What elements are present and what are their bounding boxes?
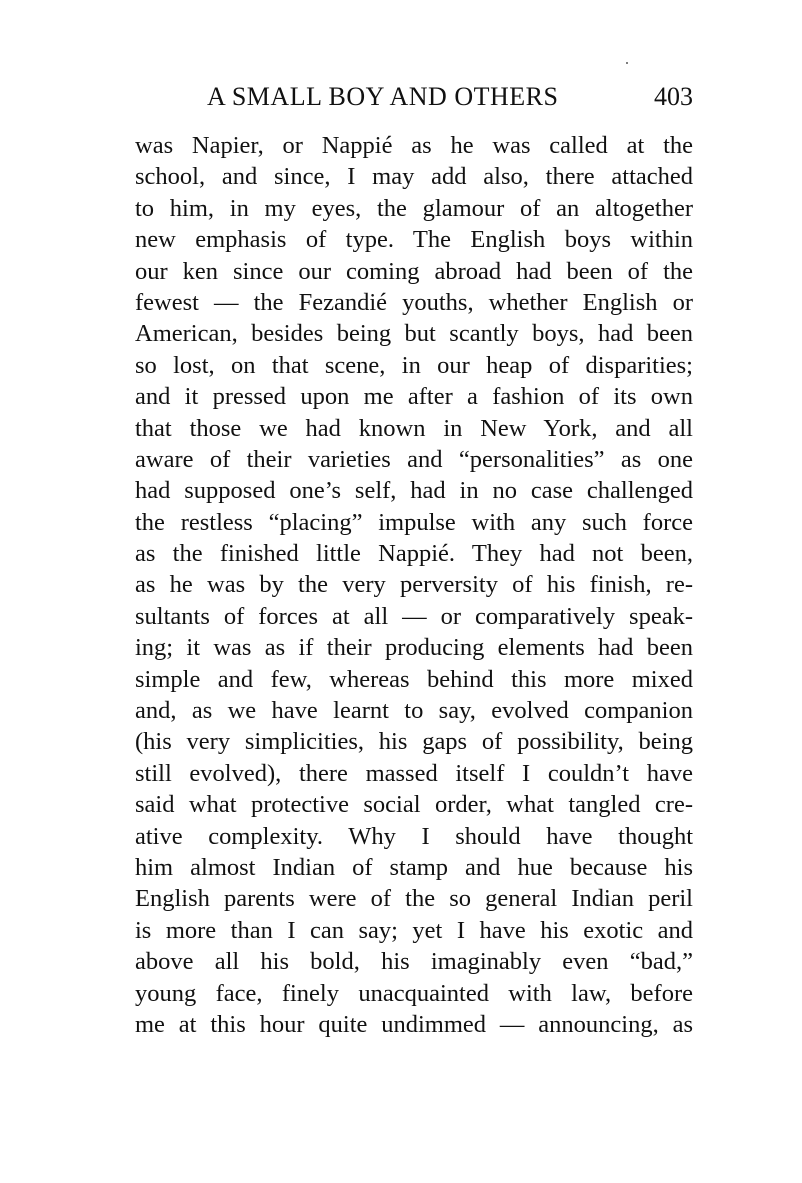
text-line: so lost, on that scene, in our heap of disparities; <box>135 351 693 379</box>
text-line: as he was by the very perversity of his finish, re- <box>135 571 693 599</box>
text-line: him almost Indian of stamp and hue because his <box>135 853 693 881</box>
text-line: still evolved), there massed itself I couldn’t have <box>135 759 693 787</box>
text-line: simple and few, whereas behind this more mixed <box>135 665 693 693</box>
text-line: and, as we have learnt to say, evolved companion <box>135 697 693 725</box>
text-line: to him, in my eyes, the glamour of an altogether <box>135 194 693 222</box>
running-title: A SMALL BOY AND OTHERS <box>207 82 559 111</box>
text-line: aware of their varieties and “personalities” as one <box>135 445 693 473</box>
text-line: (his very simplicities, his gaps of possibility, being <box>135 728 693 756</box>
page-header <box>135 82 695 116</box>
text-line: had supposed one’s self, had in no case challenged <box>135 477 693 505</box>
text-line: our ken since our coming abroad had been of the <box>135 257 693 285</box>
text-line: me at this hour quite undimmed — announcing, as <box>135 1010 693 1038</box>
text-line: English parents were of the so general Indian peril <box>135 885 693 913</box>
text-line: that those we had known in New York, and all <box>135 414 693 442</box>
text-line: sultants of forces at all — or comparatively speak- <box>135 602 693 630</box>
text-line: new emphasis of type. The English boys within <box>135 226 693 254</box>
print-speck <box>626 62 628 64</box>
text-line: the restless “placing” impulse with any such force <box>135 508 693 536</box>
text-line: fewest — the Fezandié youths, whether English or <box>135 288 693 316</box>
body-text <box>135 130 693 1040</box>
text-line: school, and since, I may add also, there attached <box>135 163 693 191</box>
text-line: American, besides being but scantly boys, had been <box>135 320 693 348</box>
page-number: 403 <box>654 82 693 111</box>
text-line: is more than I can say; yet I have his exotic and <box>135 916 693 944</box>
text-line: and it pressed upon me after a fashion of its own <box>135 383 693 411</box>
text-line: young face, finely unacquainted with law, before <box>135 979 693 1007</box>
text-line: above all his bold, his imaginably even “bad,” <box>135 948 693 976</box>
text-line: ing; it was as if their producing elements had been <box>135 634 693 662</box>
text-line: said what protective social order, what tangled cre- <box>135 791 693 819</box>
text-line: was Napier, or Nappié as he was called at the <box>135 132 693 159</box>
text-line: ative complexity. Why I should have thought <box>135 822 693 850</box>
text-line: as the finished little Nappié. They had not been, <box>135 540 693 568</box>
